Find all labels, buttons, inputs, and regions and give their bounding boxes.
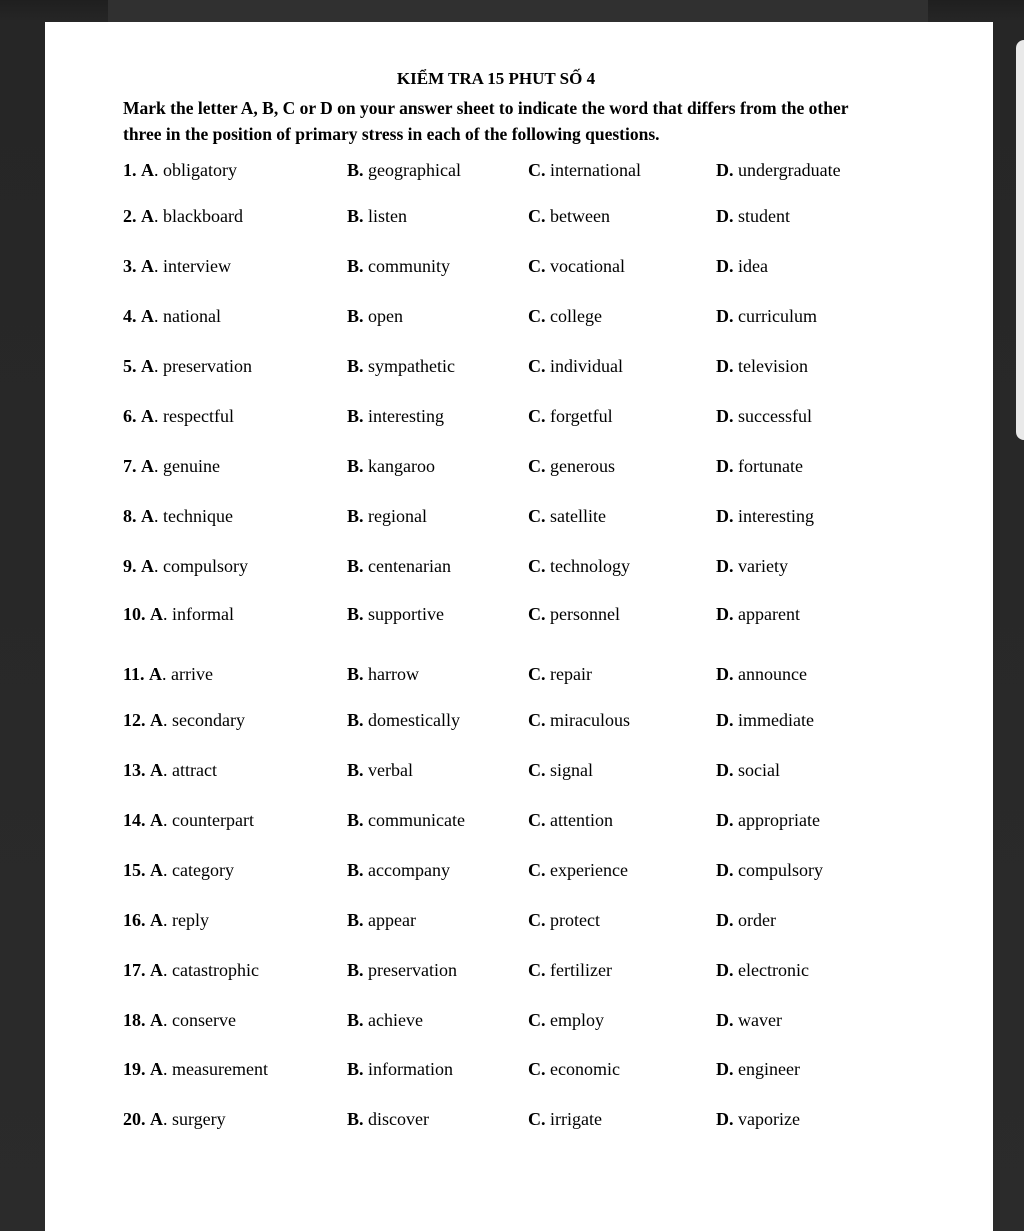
option-letter: D.	[716, 810, 734, 830]
option-letter: C.	[528, 256, 546, 276]
option-word: measurement	[172, 1059, 268, 1079]
option-word: variety	[738, 556, 788, 576]
option-letter: B.	[347, 1010, 364, 1030]
question-number: 19.	[123, 1059, 146, 1079]
option-word: open	[368, 306, 404, 326]
option-letter: D.	[716, 664, 734, 684]
option-c	[528, 456, 615, 477]
option-d	[716, 506, 814, 527]
option-word: blackboard	[163, 206, 243, 226]
option-b	[347, 1109, 429, 1130]
option-letter: C.	[528, 910, 546, 930]
option-a: 10. A. informal	[123, 604, 234, 624]
option-word: verbal	[368, 760, 413, 780]
option-letter: A	[141, 306, 154, 326]
option-letter: D.	[716, 1059, 734, 1079]
option-b	[347, 860, 450, 881]
option-word: supportive	[368, 604, 445, 624]
question-number: 4.	[123, 306, 137, 326]
option-word: individual	[550, 356, 623, 376]
option-word: discover	[368, 1109, 429, 1129]
option-letter: B.	[347, 664, 364, 684]
option-d	[716, 1059, 800, 1080]
option-b	[347, 810, 465, 831]
option-letter: C.	[528, 456, 546, 476]
option-a: 18. A. conserve	[123, 1010, 236, 1030]
option-d	[716, 810, 820, 831]
option-word: accompany	[368, 860, 450, 880]
question-row	[123, 910, 883, 960]
option-letter: C.	[528, 160, 546, 180]
option-c	[528, 710, 630, 731]
question-row	[123, 604, 883, 654]
option-a: 20. A. surgery	[123, 1109, 226, 1129]
option-letter: B.	[347, 960, 364, 980]
option-word: idea	[738, 256, 768, 276]
option-d	[716, 1109, 800, 1130]
option-letter: C.	[528, 206, 546, 226]
question-number: 17.	[123, 960, 146, 980]
option-word: national	[163, 306, 221, 326]
option-word: successful	[738, 406, 812, 426]
question-number: 3.	[123, 256, 137, 276]
option-letter: A	[141, 256, 154, 276]
option-letter: D.	[716, 960, 734, 980]
option-c	[528, 664, 592, 685]
option-word: engineer	[738, 1059, 800, 1079]
option-d	[716, 206, 790, 227]
option-word: television	[738, 356, 808, 376]
option-letter: A	[150, 710, 163, 730]
option-word: obligatory	[163, 160, 237, 180]
option-letter: A	[141, 456, 154, 476]
option-word: experience	[550, 860, 628, 880]
option-b	[347, 506, 427, 527]
option-letter: A	[149, 664, 163, 684]
question-row	[123, 1010, 883, 1060]
option-letter: D.	[716, 406, 734, 426]
question-row	[123, 356, 883, 406]
option-a: 12. A. secondary	[123, 710, 245, 730]
option-word: employ	[550, 1010, 604, 1030]
option-a: 1. A. obligatory	[123, 160, 237, 180]
option-letter: B.	[347, 860, 364, 880]
question-number: 10.	[123, 604, 146, 624]
option-d	[716, 456, 803, 477]
option-a: 16. A. reply	[123, 910, 209, 930]
option-letter: D.	[716, 356, 734, 376]
option-c	[528, 356, 623, 377]
option-c	[528, 910, 600, 931]
option-word: reply	[172, 910, 209, 930]
option-word: attract	[172, 760, 217, 780]
option-letter: D.	[716, 160, 734, 180]
option-letter: C.	[528, 406, 546, 426]
option-word: apparent	[738, 604, 800, 624]
option-d	[716, 910, 776, 931]
option-b	[347, 604, 444, 625]
option-word: genuine	[163, 456, 220, 476]
option-word: arrive	[171, 664, 213, 684]
option-word: community	[368, 256, 451, 276]
option-word: undergraduate	[738, 160, 841, 180]
option-word: geographical	[368, 160, 461, 180]
option-letter: D.	[716, 1109, 734, 1129]
option-c	[528, 160, 641, 181]
option-letter: A	[150, 1059, 163, 1079]
option-word: personnel	[550, 604, 620, 624]
option-b	[347, 356, 455, 377]
option-letter: A	[150, 810, 163, 830]
option-d	[716, 306, 817, 327]
option-letter: C.	[528, 306, 546, 326]
option-a: 7. A. genuine	[123, 456, 220, 476]
option-letter: B.	[347, 810, 364, 830]
option-letter: B.	[347, 556, 364, 576]
option-a: 8. A. technique	[123, 506, 233, 526]
option-word: sympathetic	[368, 356, 455, 376]
option-letter: A	[150, 604, 163, 624]
option-word: interesting	[368, 406, 444, 426]
option-b	[347, 710, 460, 731]
option-letter: C.	[528, 664, 546, 684]
question-number: 12.	[123, 710, 146, 730]
question-number: 1.	[123, 160, 137, 180]
option-letter: A	[150, 1109, 163, 1129]
option-word: secondary	[172, 710, 245, 730]
option-word: economic	[550, 1059, 620, 1079]
option-word: social	[738, 760, 780, 780]
question-row	[123, 506, 883, 556]
option-word: repair	[550, 664, 592, 684]
instructions-text: Mark the letter A, B, C or D on your answer sheet to indicate the word that differs from the other three in the position of primary stress in each of the following questions.	[123, 98, 849, 144]
option-word: informal	[172, 604, 234, 624]
option-letter: C.	[528, 1010, 546, 1030]
option-a: 15. A. category	[123, 860, 234, 880]
option-letter: A	[150, 860, 163, 880]
option-word: between	[550, 206, 610, 226]
option-a: 6. A. respectful	[123, 406, 234, 426]
option-letter: B.	[347, 456, 364, 476]
option-letter: C.	[528, 1109, 546, 1129]
option-word: generous	[550, 456, 615, 476]
option-letter: C.	[528, 760, 546, 780]
question-row	[123, 1109, 883, 1159]
option-word: fertilizer	[550, 960, 612, 980]
option-letter: C.	[528, 356, 546, 376]
option-letter: A	[150, 910, 163, 930]
option-letter: C.	[528, 1059, 546, 1079]
option-letter: D.	[716, 306, 734, 326]
question-row	[123, 860, 883, 910]
option-word: appear	[368, 910, 416, 930]
option-word: counterpart	[172, 810, 254, 830]
option-word: regional	[368, 506, 427, 526]
option-letter: A	[141, 206, 154, 226]
question-row	[123, 206, 883, 256]
option-a: 19. A. measurement	[123, 1059, 268, 1079]
option-word: achieve	[368, 1010, 423, 1030]
option-word: waver	[738, 1010, 782, 1030]
option-b	[347, 910, 416, 931]
question-number: 16.	[123, 910, 146, 930]
option-letter: A	[141, 406, 154, 426]
option-word: vaporize	[738, 1109, 800, 1129]
option-b	[347, 1010, 423, 1031]
option-c	[528, 306, 602, 327]
option-letter: A	[141, 556, 154, 576]
option-c	[528, 810, 613, 831]
option-d	[716, 160, 841, 181]
option-letter: D.	[716, 256, 734, 276]
option-letter: C.	[528, 860, 546, 880]
option-a: 13. A. attract	[123, 760, 217, 780]
question-number: 9.	[123, 556, 137, 576]
option-word: satellite	[550, 506, 606, 526]
option-word: preservation	[368, 960, 457, 980]
option-word: centenarian	[368, 556, 451, 576]
option-a: 9. A. compulsory	[123, 556, 248, 576]
option-letter: B.	[347, 356, 364, 376]
option-word: surgery	[172, 1109, 226, 1129]
option-d	[716, 664, 807, 685]
option-word: technology	[550, 556, 630, 576]
option-letter: A	[141, 356, 154, 376]
option-word: signal	[550, 760, 593, 780]
option-c	[528, 604, 620, 625]
option-c	[528, 1109, 602, 1130]
option-c	[528, 960, 612, 981]
option-word: miraculous	[550, 710, 630, 730]
option-letter: D.	[716, 604, 734, 624]
option-word: announce	[738, 664, 807, 684]
option-letter: C.	[528, 604, 546, 624]
option-word: fortunate	[738, 456, 803, 476]
option-word: vocational	[550, 256, 625, 276]
option-word: category	[172, 860, 234, 880]
option-word: student	[738, 206, 790, 226]
option-b	[347, 206, 407, 227]
option-d	[716, 406, 812, 427]
question-number: 13.	[123, 760, 146, 780]
option-word: immediate	[738, 710, 814, 730]
option-word: interesting	[738, 506, 814, 526]
option-letter: D.	[716, 456, 734, 476]
option-letter: B.	[347, 160, 364, 180]
option-c	[528, 1059, 620, 1080]
option-c	[528, 256, 625, 277]
option-a: 17. A. catastrophic	[123, 960, 259, 980]
question-row	[123, 760, 883, 810]
question-row	[123, 710, 883, 760]
viewer-top-bar	[108, 0, 928, 22]
option-b	[347, 306, 403, 327]
option-letter: B.	[347, 910, 364, 930]
option-word: information	[368, 1059, 453, 1079]
option-word: interview	[163, 256, 231, 276]
option-letter: D.	[716, 760, 734, 780]
option-word: college	[550, 306, 602, 326]
option-d	[716, 556, 788, 577]
option-c	[528, 556, 630, 577]
option-c	[528, 1010, 604, 1031]
option-letter: B.	[347, 710, 364, 730]
option-word: preservation	[163, 356, 252, 376]
option-letter: D.	[716, 860, 734, 880]
question-row	[123, 810, 883, 860]
option-letter: C.	[528, 960, 546, 980]
option-letter: A	[150, 1010, 163, 1030]
option-b	[347, 960, 457, 981]
question-number: 20.	[123, 1109, 146, 1129]
option-b	[347, 256, 450, 277]
question-row	[123, 960, 883, 1010]
option-b	[347, 664, 419, 685]
option-word: compulsory	[738, 860, 823, 880]
option-a: 2. A. blackboard	[123, 206, 243, 226]
option-word: forgetful	[550, 406, 613, 426]
option-d	[716, 604, 800, 625]
option-c	[528, 860, 628, 881]
option-letter: B.	[347, 506, 364, 526]
option-a: 14. A. counterpart	[123, 810, 254, 830]
question-number: 8.	[123, 506, 137, 526]
question-number: 15.	[123, 860, 146, 880]
option-letter: B.	[347, 406, 364, 426]
option-b	[347, 1059, 453, 1080]
option-letter: A	[150, 960, 163, 980]
page-title: KIỂM TRA 15 PHUT SỐ 4	[396, 69, 596, 88]
option-letter: B.	[347, 1059, 364, 1079]
option-word: listen	[368, 206, 408, 226]
option-c	[528, 406, 613, 427]
option-b	[347, 760, 413, 781]
option-b	[347, 456, 435, 477]
option-b	[347, 160, 461, 181]
option-b	[347, 406, 444, 427]
option-d	[716, 256, 768, 277]
option-a: 3. A. interview	[123, 256, 231, 276]
option-letter: D.	[716, 556, 734, 576]
question-row	[123, 556, 883, 606]
option-word: catastrophic	[172, 960, 259, 980]
option-word: protect	[550, 910, 600, 930]
option-d	[716, 710, 814, 731]
question-row	[123, 306, 883, 356]
option-word: compulsory	[163, 556, 248, 576]
option-word: harrow	[368, 664, 419, 684]
question-row	[123, 1059, 883, 1109]
question-row	[123, 406, 883, 456]
option-word: respectful	[163, 406, 234, 426]
option-d	[716, 1010, 782, 1031]
option-letter: C.	[528, 710, 546, 730]
option-letter: D.	[716, 1010, 734, 1030]
option-d	[716, 356, 808, 377]
scrollbar-edge[interactable]	[1016, 40, 1024, 440]
option-letter: C.	[528, 506, 546, 526]
question-number: 6.	[123, 406, 137, 426]
option-letter: B.	[347, 306, 364, 326]
question-row	[123, 160, 883, 210]
option-letter: C.	[528, 556, 546, 576]
question-number: 18.	[123, 1010, 146, 1030]
option-word: attention	[550, 810, 613, 830]
option-d	[716, 960, 809, 981]
option-word: electronic	[738, 960, 809, 980]
option-letter: C.	[528, 810, 546, 830]
question-number: 7.	[123, 456, 137, 476]
option-a: 4. A. national	[123, 306, 221, 326]
option-a: 11. A. arrive	[123, 664, 213, 684]
option-letter: A	[141, 160, 154, 180]
option-d	[716, 860, 823, 881]
option-word: communicate	[368, 810, 465, 830]
option-c	[528, 206, 610, 227]
option-word: appropriate	[738, 810, 820, 830]
question-number: 11.	[123, 664, 145, 684]
question-number: 2.	[123, 206, 137, 226]
option-letter: A	[150, 760, 163, 780]
option-letter: B.	[347, 604, 364, 624]
question-row	[123, 456, 883, 506]
option-a: 5. A. preservation	[123, 356, 252, 376]
option-letter: B.	[347, 206, 364, 226]
option-word: domestically	[368, 710, 460, 730]
option-word: irrigate	[550, 1109, 602, 1129]
option-word: curriculum	[738, 306, 817, 326]
question-row	[123, 256, 883, 306]
option-letter: A	[141, 506, 154, 526]
option-word: international	[550, 160, 641, 180]
option-letter: D.	[716, 206, 734, 226]
option-word: technique	[163, 506, 233, 526]
option-word: conserve	[172, 1010, 236, 1030]
option-letter: D.	[716, 710, 734, 730]
option-c	[528, 760, 593, 781]
option-letter: D.	[716, 910, 734, 930]
option-c	[528, 506, 606, 527]
option-letter: D.	[716, 506, 734, 526]
option-word: kangaroo	[368, 456, 435, 476]
option-letter: B.	[347, 256, 364, 276]
question-row	[123, 664, 883, 714]
question-number: 14.	[123, 810, 146, 830]
option-b	[347, 556, 451, 577]
option-letter: B.	[347, 1109, 364, 1129]
option-d	[716, 760, 780, 781]
option-word: order	[738, 910, 776, 930]
option-letter: B.	[347, 760, 364, 780]
question-number: 5.	[123, 356, 137, 376]
